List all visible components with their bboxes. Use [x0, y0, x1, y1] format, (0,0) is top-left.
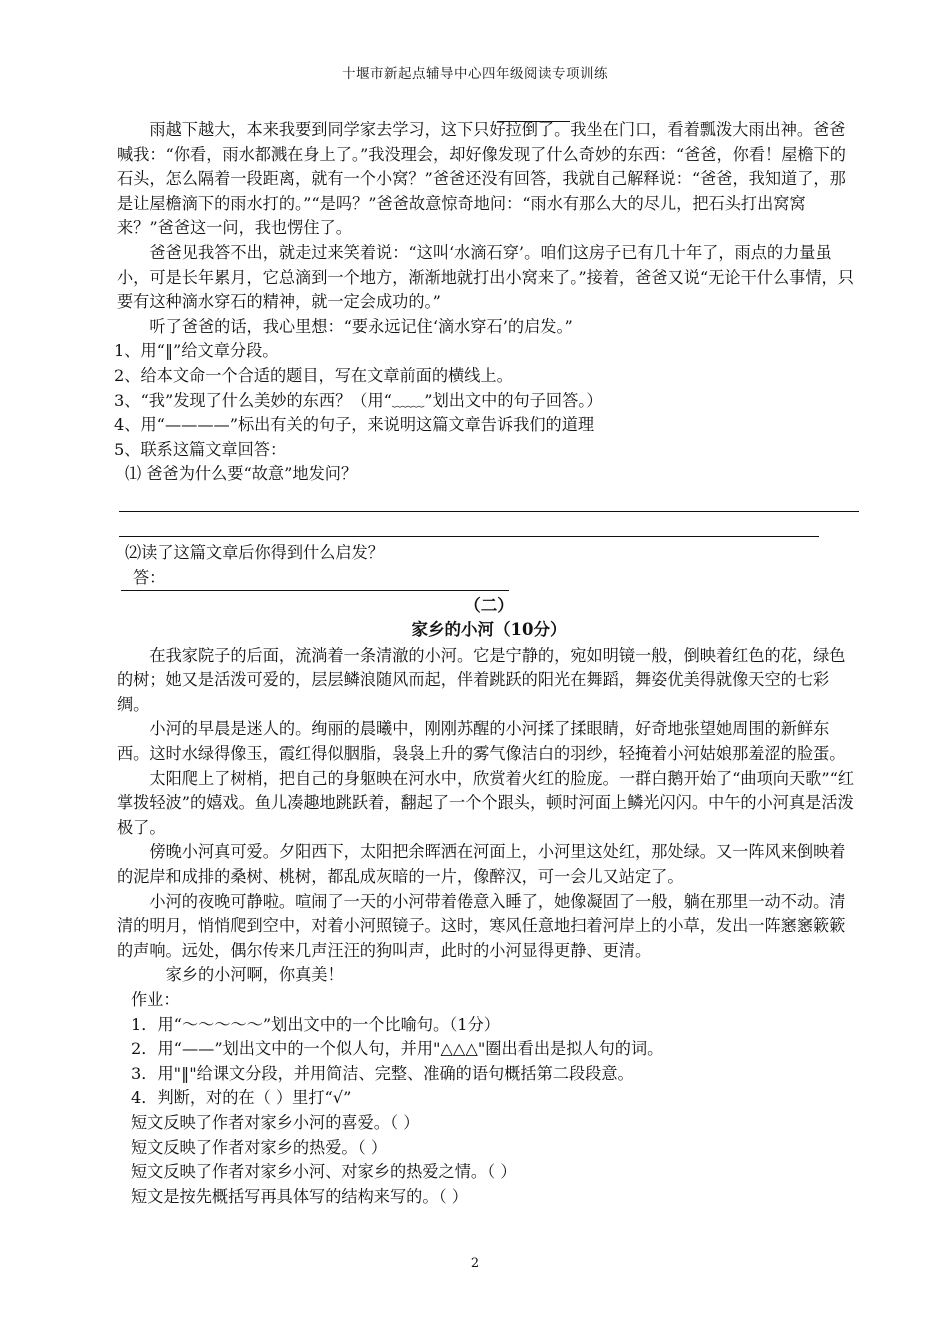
homework-item: 1．用“～～～～～”划出文中的一个比喻句。（1分） — [131, 1014, 500, 1034]
passage2-paragraph: 傍晚小河真可爱。夕阳西下，太阳把余晖洒在河面上，小河里这处红，那处绿。又一阵风来倒映着的泥岸和成排的桑树、桃树，都乱成灰暗的一片，像醉汉，可一会儿又站定了。 — [117, 842, 846, 887]
page-number: 2 — [470, 1256, 480, 1271]
judgment-item: 短文反映了作者对家乡小河的喜爱。（ ） — [131, 1112, 420, 1132]
question-item: 3、“我”发现了什么美妙的东西？（用“﹏﹏”划出文中的句子回答。） — [114, 390, 603, 410]
judgment-item: 短文反映了作者对家乡的热爱。（ ） — [131, 1137, 388, 1157]
answer-line[interactable] — [119, 512, 819, 537]
question-item: 2、给本文命一个合适的题目，写在文章前面的横线上。 — [114, 365, 513, 385]
homework-item: 3．用"‖"给课文分段，并用简洁、完整、准确的语句概括第二段段意。 — [131, 1063, 634, 1083]
judgment-item: 短文反映了作者对家乡小河、对家乡的热爱之情。（ ） — [131, 1162, 517, 1182]
question-item: 5、联系这篇文章回答： — [114, 439, 287, 459]
question-item: 1、用“‖”给文章分段。 — [114, 341, 279, 361]
passage1-paragraph: 听了爸爸的话，我心里想：“要永远记住‘滴水穿石’的启发。” — [149, 316, 573, 336]
passage2-closing: 家乡的小河啊，你真美！ — [165, 965, 344, 985]
passage2-paragraph: 在我家院子的后面，流淌着一条清澈的小河。它是宁静的，宛如明镜一般，倒映着红色的花，绿色的树；她又是活泼可爱的，层层鳞浪随风而起，伴着跳跃的阳光在舞蹈，舞姿优美得就像天空的七彩绸。 — [117, 645, 846, 714]
answer-label: 答： — [133, 567, 166, 587]
sub-question-1: ⑴ 爸爸为什么要“故意”地发问？ — [125, 464, 358, 484]
section-number: （二） — [464, 595, 514, 615]
sub-question-2: ⑵读了这篇文章后你得到什么启发？ — [125, 542, 384, 562]
page-header: 十堰市新起点辅导中心四年级阅读专项训练 — [342, 66, 608, 82]
document-body — [114, 118, 861, 1209]
question-item: 4、用“————”标出有关的句子，来说明这篇文章告诉我们的道理 — [114, 415, 595, 435]
passage2-paragraph: 小河的夜晚可静啦。喧闹了一天的小河带着倦意入睡了，她像凝固了一般，躺在那里一动不动。清清的明月，悄悄爬到空中，对着小河照镜子。这时，寒风任意地扫着河岸上的小草，发出一阵窸窸簌簌的声响。远处，偶尔传来几声汪汪的狗叫声，此时的小河显得更静、更清。 — [117, 891, 846, 960]
section-title: 家乡的小河（10分） — [411, 620, 567, 640]
passage2-paragraph: 小河的早晨是迷人的。绚丽的晨曦中，刚刚苏醒的小河揉了揉眼睛，好奇地张望她周围的新鲜东西。这时水绿得像玉，霞红得似胭脂，袅袅上升的雾气像洁白的羽纱，轻掩着小河姑娘那羞涩的脸蛋。 — [117, 719, 846, 764]
homework-item: 2．用“——”划出文中的一个似人句，并用"△△△"圈出看出是拟人句的词。 — [131, 1039, 664, 1059]
answer-line[interactable] — [119, 487, 859, 512]
homework-item: 4．判断，对的在（ ）里打“√” — [131, 1088, 352, 1108]
answer-row[interactable] — [121, 566, 509, 591]
judgment-item: 短文是按先概括写再具体写的结构来写的。（ ） — [131, 1186, 468, 1206]
homework-label: 作业： — [131, 990, 180, 1009]
passage1-paragraph: 爸爸见我答不出，就走过来笑着说：“这叫‘水滴石穿’。咱们这房子已有几十年了，雨点的力量虽小，可是长年累月，它总滴到一个地方，渐渐地就打出小窝来了。”接着，爸爸又说“无论干什么事情，只要有这种滴水穿石的精神，就一定会成功的。” — [117, 242, 854, 312]
passage1-paragraph: 雨越下越大，本来我要到同学家去学习，这下只好拉倒了。我坐在门口，看着瓢泼大雨出神。爸爸喊我：“你看，雨水都溅在身上了。”我没理会，却好像发现了什么奇妙的东西：“爸爸，你看！屋檐下的石头，怎么隔着一段距离，就有一个小窝？”爸爸还没有回答，我就自己解释说：“爸爸，我知道了，那是让屋檐滴下的雨水打的。”“是吗？”爸爸故意惊奇地问：“雨水有那么大的尽儿，把石头打出窝窝来？”爸爸这一问，我也愣住了。 — [117, 120, 846, 238]
passage2-paragraph: 太阳爬上了树梢，把自己的身躯映在河水中，欣赏着火红的脸庞。一群白鹅开始了“曲项向天歌”“红掌拨轻波”的嬉戏。鱼儿凑趣地跳跃着，翻起了一个个跟头，顿时河面上鳞光闪闪。中午的小河真是活泼极了。 — [117, 768, 855, 837]
